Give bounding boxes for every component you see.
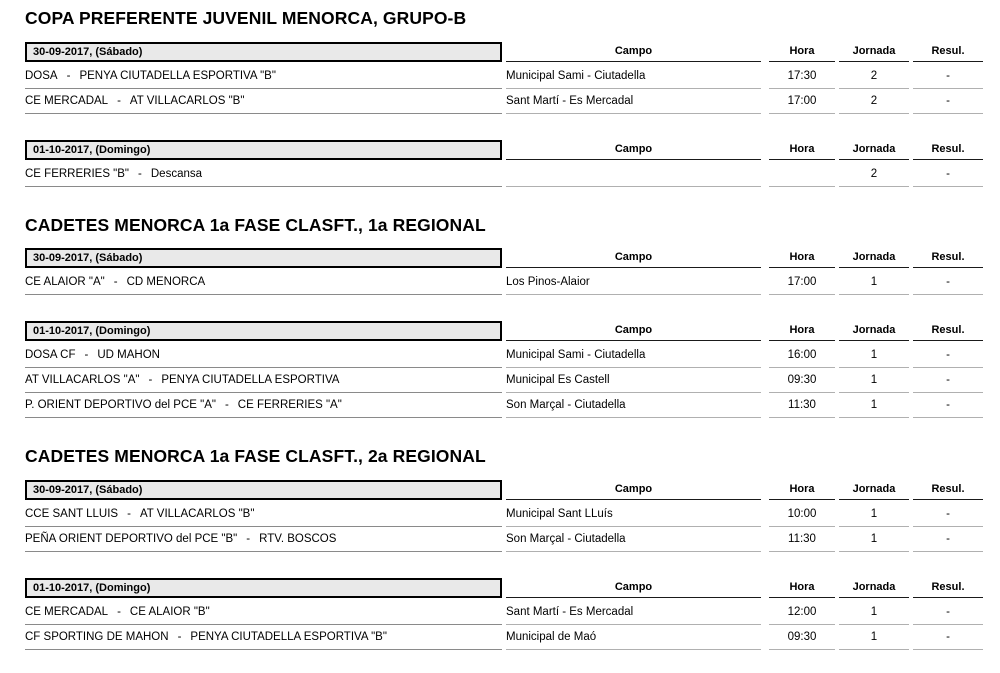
away-team: CD MENORCA xyxy=(126,276,206,288)
versus-separator: - xyxy=(117,94,121,107)
column-header-jornada: Jornada xyxy=(839,42,909,62)
table-row[interactable] xyxy=(25,89,975,114)
away-team: PENYA CIUTADELLA ESPORTIVA "B" xyxy=(190,630,387,643)
versus-separator: - xyxy=(127,507,131,520)
column-header-campo: Campo xyxy=(506,42,761,62)
matchday-cell: 2 xyxy=(839,64,909,89)
column-header-hora: Hora xyxy=(769,321,835,341)
column-header-resul: Resul. xyxy=(913,578,983,598)
home-team: AT VILLACARLOS "A" xyxy=(25,374,140,386)
vertical-spacer xyxy=(25,28,975,42)
time-cell: 09:30 xyxy=(769,368,835,393)
versus-separator: - xyxy=(148,374,153,386)
column-header-campo: Campo xyxy=(506,140,761,160)
time-cell: 17:30 xyxy=(769,64,835,89)
match-cell xyxy=(25,393,502,418)
time-cell: 10:00 xyxy=(769,502,835,527)
matchday-block xyxy=(25,140,975,187)
venue-cell: Municipal Sami - Ciutadella xyxy=(506,343,761,368)
result-cell: - xyxy=(913,162,983,187)
matchday-block xyxy=(25,578,975,650)
table-header-row xyxy=(25,578,975,600)
column-header-resul: Resul. xyxy=(913,140,983,160)
table-row[interactable] xyxy=(25,270,975,295)
home-team: CE MERCADAL xyxy=(25,94,109,107)
matchday-cell: 1 xyxy=(839,625,909,650)
competition-section xyxy=(0,10,1000,187)
home-team: PEÑA ORIENT DEPORTIVO del PCE "B" xyxy=(25,532,238,545)
column-header-hora: Hora xyxy=(769,578,835,598)
matchday-block xyxy=(25,248,975,295)
venue-cell: Municipal Es Castell xyxy=(506,368,761,393)
away-team: PENYA CIUTADELLA ESPORTIVA xyxy=(161,374,340,386)
matchday-cell: 1 xyxy=(839,343,909,368)
table-header-row xyxy=(25,140,975,162)
matchday-cell: 2 xyxy=(839,162,909,187)
match-cell xyxy=(25,502,502,527)
away-team: AT VILLACARLOS "B" xyxy=(139,507,255,520)
matchday-block xyxy=(25,480,975,552)
table-header-row xyxy=(25,42,975,64)
time-cell: 16:00 xyxy=(769,343,835,368)
date-header: 01-10-2017, (Domingo) xyxy=(25,140,502,160)
result-cell: - xyxy=(913,600,983,625)
venue-cell xyxy=(506,162,761,187)
result-cell: - xyxy=(913,343,983,368)
versus-separator: - xyxy=(117,605,121,618)
time-cell: 09:30 xyxy=(769,625,835,650)
result-cell: - xyxy=(913,527,983,552)
venue-cell: Los Pinos-Alaior xyxy=(506,270,761,295)
column-header-jornada: Jornada xyxy=(839,248,909,268)
venue-cell: Sant Martí - Es Mercadal xyxy=(506,89,761,114)
date-header: 30-09-2017, (Sábado) xyxy=(25,248,502,268)
column-header-resul: Resul. xyxy=(913,42,983,62)
column-header-hora: Hora xyxy=(769,248,835,268)
time-cell: 17:00 xyxy=(769,270,835,295)
table-row[interactable] xyxy=(25,162,975,187)
result-cell: - xyxy=(913,625,983,650)
column-header-resul: Resul. xyxy=(913,321,983,341)
matchday-cell: 1 xyxy=(839,502,909,527)
match-cell xyxy=(25,368,502,393)
match-cell xyxy=(25,625,502,650)
table-row[interactable] xyxy=(25,393,975,418)
column-header-jornada: Jornada xyxy=(839,480,909,500)
away-team: AT VILLACARLOS "B" xyxy=(129,94,245,107)
result-cell: - xyxy=(913,502,983,527)
column-header-resul: Resul. xyxy=(913,248,983,268)
time-cell: 11:30 xyxy=(769,393,835,418)
versus-separator: - xyxy=(224,399,229,411)
match-cell xyxy=(25,89,502,114)
away-team: RTV. BOSCOS xyxy=(259,532,337,545)
venue-cell: Son Marçal - Ciutadella xyxy=(506,393,761,418)
result-cell: - xyxy=(913,64,983,89)
away-team: CE FERRERIES "A" xyxy=(237,399,342,411)
vertical-spacer xyxy=(0,418,1000,448)
vertical-spacer xyxy=(25,466,975,480)
time-cell: 17:00 xyxy=(769,89,835,114)
matchday-cell: 1 xyxy=(839,600,909,625)
time-cell xyxy=(769,162,835,187)
versus-separator: - xyxy=(246,532,251,545)
section-title: COPA PREFERENTE JUVENIL MENORCA, GRUPO-B xyxy=(25,8,467,28)
match-cell xyxy=(25,527,502,552)
match-cell xyxy=(25,64,502,89)
result-cell: - xyxy=(913,368,983,393)
match-cell xyxy=(25,270,502,295)
column-header-campo: Campo xyxy=(506,321,761,341)
match-cell xyxy=(25,162,502,187)
vertical-spacer xyxy=(25,234,975,248)
matchday-cell: 1 xyxy=(839,527,909,552)
table-row[interactable] xyxy=(25,64,975,89)
home-team: CE MERCADAL xyxy=(25,605,109,618)
home-team: CCE SANT LLUIS xyxy=(25,507,119,520)
venue-cell: Son Marçal - Ciutadella xyxy=(506,527,761,552)
versus-separator: - xyxy=(138,167,142,180)
table-header-row xyxy=(25,480,975,502)
table-row[interactable] xyxy=(25,625,975,650)
column-header-campo: Campo xyxy=(506,248,761,268)
match-cell xyxy=(25,343,502,368)
date-header: 01-10-2017, (Domingo) xyxy=(25,578,502,598)
time-cell: 11:30 xyxy=(769,527,835,552)
result-cell: - xyxy=(913,270,983,295)
matchday-cell: 2 xyxy=(839,89,909,114)
venue-cell: Municipal Sant LLuís xyxy=(506,502,761,527)
away-team: PENYA CIUTADELLA ESPORTIVA "B" xyxy=(79,69,276,82)
date-header: 01-10-2017, (Domingo) xyxy=(25,321,502,341)
home-team: P. ORIENT DEPORTIVO del PCE "A" xyxy=(25,399,216,411)
venue-cell: Sant Martí - Es Mercadal xyxy=(506,600,761,625)
section-title: CADETES MENORCA 1a FASE CLASFT., 1a REGIONAL xyxy=(25,214,486,235)
away-team: Descansa xyxy=(150,167,203,180)
home-team: CF SPORTING DE MAHON xyxy=(25,630,169,643)
section-title: CADETES MENORCA 1a FASE CLASFT., 2a REGIONAL xyxy=(25,446,486,466)
competition-section xyxy=(0,448,1000,650)
away-team: UD MAHON xyxy=(97,349,160,361)
table-row[interactable] xyxy=(25,368,975,393)
away-team: CE ALAIOR "B" xyxy=(129,605,210,618)
table-row[interactable] xyxy=(25,343,975,368)
competition-section xyxy=(0,214,1000,419)
result-cell: - xyxy=(913,89,983,114)
time-cell: 12:00 xyxy=(769,600,835,625)
matchday-cell: 1 xyxy=(839,368,909,393)
matchday-block xyxy=(25,42,975,114)
matchday-block xyxy=(25,321,975,418)
versus-separator: - xyxy=(177,630,182,643)
matchday-cell: 1 xyxy=(839,393,909,418)
table-header-row xyxy=(25,248,975,270)
column-header-hora: Hora xyxy=(769,140,835,160)
vertical-spacer xyxy=(25,552,975,578)
vertical-spacer xyxy=(0,187,1000,217)
venue-cell: Municipal Sami - Ciutadella xyxy=(506,64,761,89)
table-header-row xyxy=(25,321,975,343)
vertical-spacer xyxy=(25,114,975,140)
result-cell: - xyxy=(913,393,983,418)
versus-separator: - xyxy=(66,69,71,82)
home-team: DOSA CF xyxy=(25,349,76,361)
table-row[interactable] xyxy=(25,527,975,552)
column-header-hora: Hora xyxy=(769,42,835,62)
versus-separator: - xyxy=(84,349,89,361)
date-header: 30-09-2017, (Sábado) xyxy=(25,42,502,62)
home-team: CE ALAIOR "A" xyxy=(25,276,105,288)
column-header-jornada: Jornada xyxy=(839,578,909,598)
column-header-jornada: Jornada xyxy=(839,140,909,160)
match-cell xyxy=(25,600,502,625)
column-header-hora: Hora xyxy=(769,480,835,500)
venue-cell: Municipal de Maó xyxy=(506,625,761,650)
date-header: 30-09-2017, (Sábado) xyxy=(25,480,502,500)
column-header-campo: Campo xyxy=(506,578,761,598)
column-header-campo: Campo xyxy=(506,480,761,500)
home-team: DOSA xyxy=(25,69,58,82)
versus-separator: - xyxy=(113,276,118,288)
column-header-jornada: Jornada xyxy=(839,321,909,341)
vertical-spacer xyxy=(25,295,975,321)
column-header-resul: Resul. xyxy=(913,480,983,500)
home-team: CE FERRERIES "B" xyxy=(25,167,130,180)
table-row[interactable] xyxy=(25,600,975,625)
matchday-cell: 1 xyxy=(839,270,909,295)
table-row[interactable] xyxy=(25,502,975,527)
